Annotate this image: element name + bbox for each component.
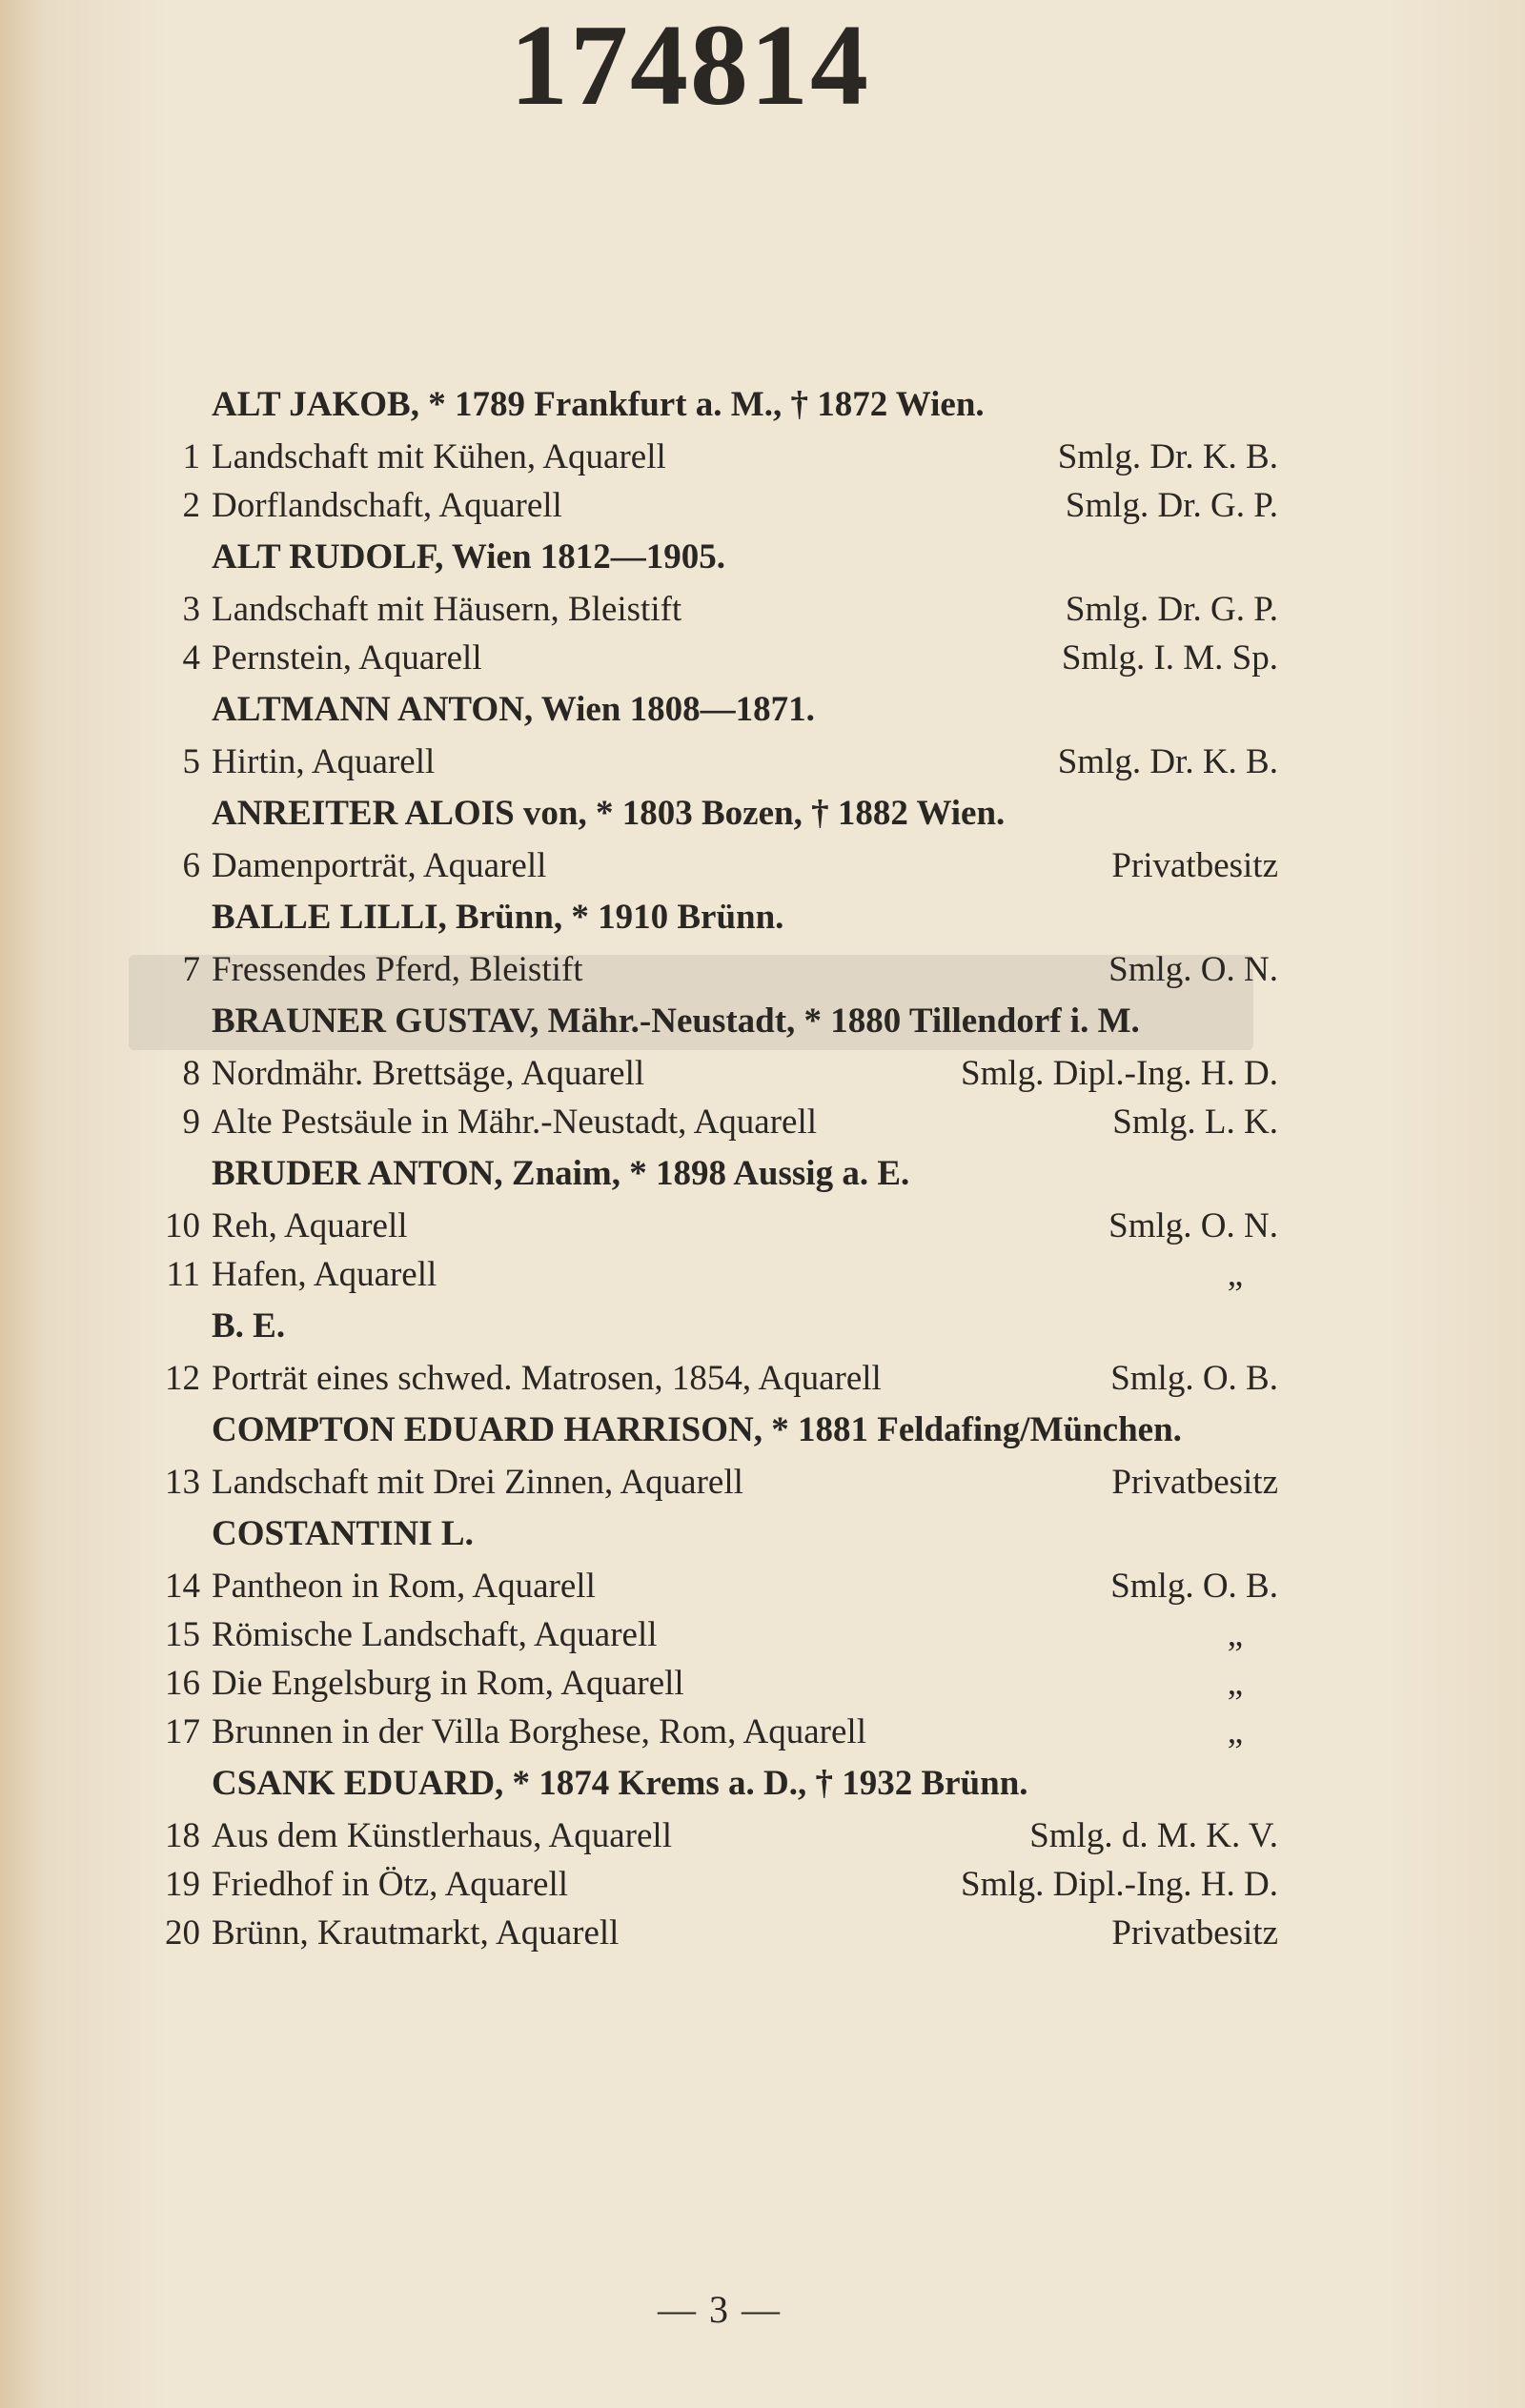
item-owner: Smlg. Dipl.-Ing. H. D.: [961, 1054, 1278, 1093]
item-number: 16: [165, 1664, 200, 1703]
item-owner: Privatbesitz: [1111, 1463, 1278, 1502]
item-number: 3: [182, 590, 200, 629]
artist-entry: [152, 994, 1282, 1146]
item-number: 10: [165, 1206, 200, 1245]
artist-heading: BRAUNER GUSTAV, Mähr.-Neustadt, * 1880 Tillendorf i. M.: [212, 1002, 1140, 1041]
artist-entry: [152, 530, 1282, 682]
catalog-item: [152, 1860, 1282, 1909]
item-number: 20: [165, 1913, 200, 1953]
artist-heading: ALT JAKOB, * 1789 Frankfurt a. M., † 1872 Wien.: [212, 385, 985, 424]
item-title: Die Engelsburg in Rom, Aquarell: [212, 1664, 684, 1703]
artist-heading: COMPTON EDUARD HARRISON, * 1881 Feldafing/München.: [212, 1410, 1182, 1449]
catalog-list: [152, 377, 1282, 1957]
catalog-item: [152, 1811, 1282, 1860]
item-number: 18: [165, 1816, 200, 1855]
catalog-item: [152, 1049, 1282, 1098]
item-title: Porträt eines schwed. Matrosen, 1854, Aquarell: [212, 1359, 882, 1398]
artist-heading: ALT RUDOLF, Wien 1812—1905.: [212, 537, 726, 577]
item-owner: Smlg. d. M. K. V.: [1029, 1816, 1278, 1855]
catalog-item: [152, 1909, 1282, 1957]
artist-entry: [152, 1756, 1282, 1957]
item-owner: Smlg. L. K.: [1112, 1103, 1278, 1142]
item-owner: Privatbesitz: [1111, 1913, 1278, 1953]
item-owner: Smlg. Dr. K. B.: [1057, 437, 1278, 476]
item-owner: Smlg. Dipl.-Ing. H. D.: [961, 1865, 1278, 1904]
item-number: 11: [166, 1255, 200, 1294]
item-title: Aus dem Künstlerhaus, Aquarell: [212, 1816, 672, 1855]
artist-heading: COSTANTINI L.: [212, 1514, 474, 1553]
artist-entry: [152, 1299, 1282, 1403]
item-number: 13: [165, 1463, 200, 1502]
item-number: 15: [165, 1615, 200, 1654]
item-title: Landschaft mit Häusern, Bleistift: [212, 590, 682, 629]
item-owner: Smlg. Dr. G. P.: [1065, 590, 1278, 629]
catalog-item: [152, 738, 1282, 786]
item-number: 17: [165, 1712, 200, 1751]
artist-entry: [152, 377, 1282, 530]
item-title: Hirtin, Aquarell: [212, 742, 436, 781]
catalog-item: [152, 841, 1282, 890]
item-number: 8: [182, 1054, 200, 1093]
item-number: 2: [182, 486, 200, 525]
item-title: Landschaft mit Drei Zinnen, Aquarell: [212, 1463, 743, 1502]
item-owner: Smlg. Dr. K. B.: [1057, 742, 1278, 781]
item-title: Landschaft mit Kühen, Aquarell: [212, 437, 666, 476]
item-owner: Smlg. O. B.: [1110, 1567, 1278, 1606]
item-number: 5: [182, 742, 200, 781]
artist-entry: [152, 682, 1282, 786]
item-title: Brünn, Krautmarkt, Aquarell: [212, 1913, 620, 1953]
item-title: Brunnen in der Villa Borghese, Rom, Aquarell: [212, 1712, 866, 1751]
item-number: 19: [165, 1865, 200, 1904]
item-number: 4: [182, 638, 200, 678]
item-title: Dorflandschaft, Aquarell: [212, 486, 562, 525]
item-owner-ditto: „: [1227, 1664, 1244, 1703]
artist-heading: BALLE LILLI, Brünn, * 1910 Brünn.: [212, 898, 784, 937]
item-title: Alte Pestsäule in Mähr.-Neustadt, Aquarell: [212, 1103, 818, 1142]
catalog-item: [152, 585, 1282, 634]
item-title: Römische Landschaft, Aquarell: [212, 1615, 658, 1654]
catalog-item: [152, 1354, 1282, 1403]
item-title: Damenporträt, Aquarell: [212, 846, 547, 885]
item-owner-ditto: „: [1227, 1712, 1244, 1751]
catalog-item: [152, 1610, 1282, 1659]
item-number: 7: [182, 950, 200, 989]
artist-entry: [152, 890, 1282, 994]
item-owner: Smlg. O. N.: [1108, 950, 1278, 989]
catalog-item: [152, 1098, 1282, 1146]
catalog-item: [152, 1458, 1282, 1507]
catalog-item: [152, 1659, 1282, 1708]
item-owner: Smlg. O. N.: [1108, 1206, 1278, 1245]
item-number: 1: [182, 437, 200, 476]
catalog-item: [152, 1708, 1282, 1756]
artist-heading: BRUDER ANTON, Znaim, * 1898 Aussig a. E.: [212, 1154, 910, 1193]
item-title: Pernstein, Aquarell: [212, 638, 482, 678]
artist-entry: [152, 1507, 1282, 1756]
item-owner: Smlg. Dr. G. P.: [1065, 486, 1278, 525]
artist-entry: [152, 1403, 1282, 1507]
item-owner: Smlg. O. B.: [1110, 1359, 1278, 1398]
artist-entry: [152, 1146, 1282, 1299]
item-number: 14: [165, 1567, 200, 1606]
item-title: Pantheon in Rom, Aquarell: [212, 1567, 596, 1606]
catalog-item: [152, 481, 1282, 530]
item-owner-ditto: „: [1227, 1615, 1244, 1654]
item-number: 6: [182, 846, 200, 885]
item-owner: Smlg. I. M. Sp.: [1061, 638, 1278, 678]
artist-heading: CSANK EDUARD, * 1874 Krems a. D., † 1932 Brünn.: [212, 1764, 1028, 1803]
item-title: Friedhof in Ötz, Aquarell: [212, 1865, 569, 1904]
catalog-item: [152, 433, 1282, 481]
item-number: 9: [182, 1103, 200, 1142]
item-title: Nordmähr. Brettsäge, Aquarell: [212, 1054, 645, 1093]
page-number: — 3 —: [658, 2288, 782, 2331]
artist-heading: B. E.: [212, 1306, 286, 1346]
catalog-item: [152, 634, 1282, 682]
artist-heading: ANREITER ALOIS von, * 1803 Bozen, † 1882 Wien.: [212, 794, 1006, 833]
catalog-item: [152, 1202, 1282, 1250]
artist-entry: [152, 786, 1282, 890]
artist-heading: ALTMANN ANTON, Wien 1808—1871.: [212, 690, 815, 729]
item-title: Reh, Aquarell: [212, 1206, 408, 1245]
item-title: Hafen, Aquarell: [212, 1255, 437, 1294]
catalog-item: [152, 1562, 1282, 1610]
document-number: 174814: [510, 1, 870, 130]
catalog-item: [152, 945, 1282, 994]
item-owner-ditto: „: [1227, 1255, 1244, 1294]
item-number: 12: [165, 1359, 200, 1398]
item-owner: Privatbesitz: [1111, 846, 1278, 885]
item-title: Fressendes Pferd, Bleistift: [212, 950, 583, 989]
catalog-item: [152, 1250, 1282, 1299]
